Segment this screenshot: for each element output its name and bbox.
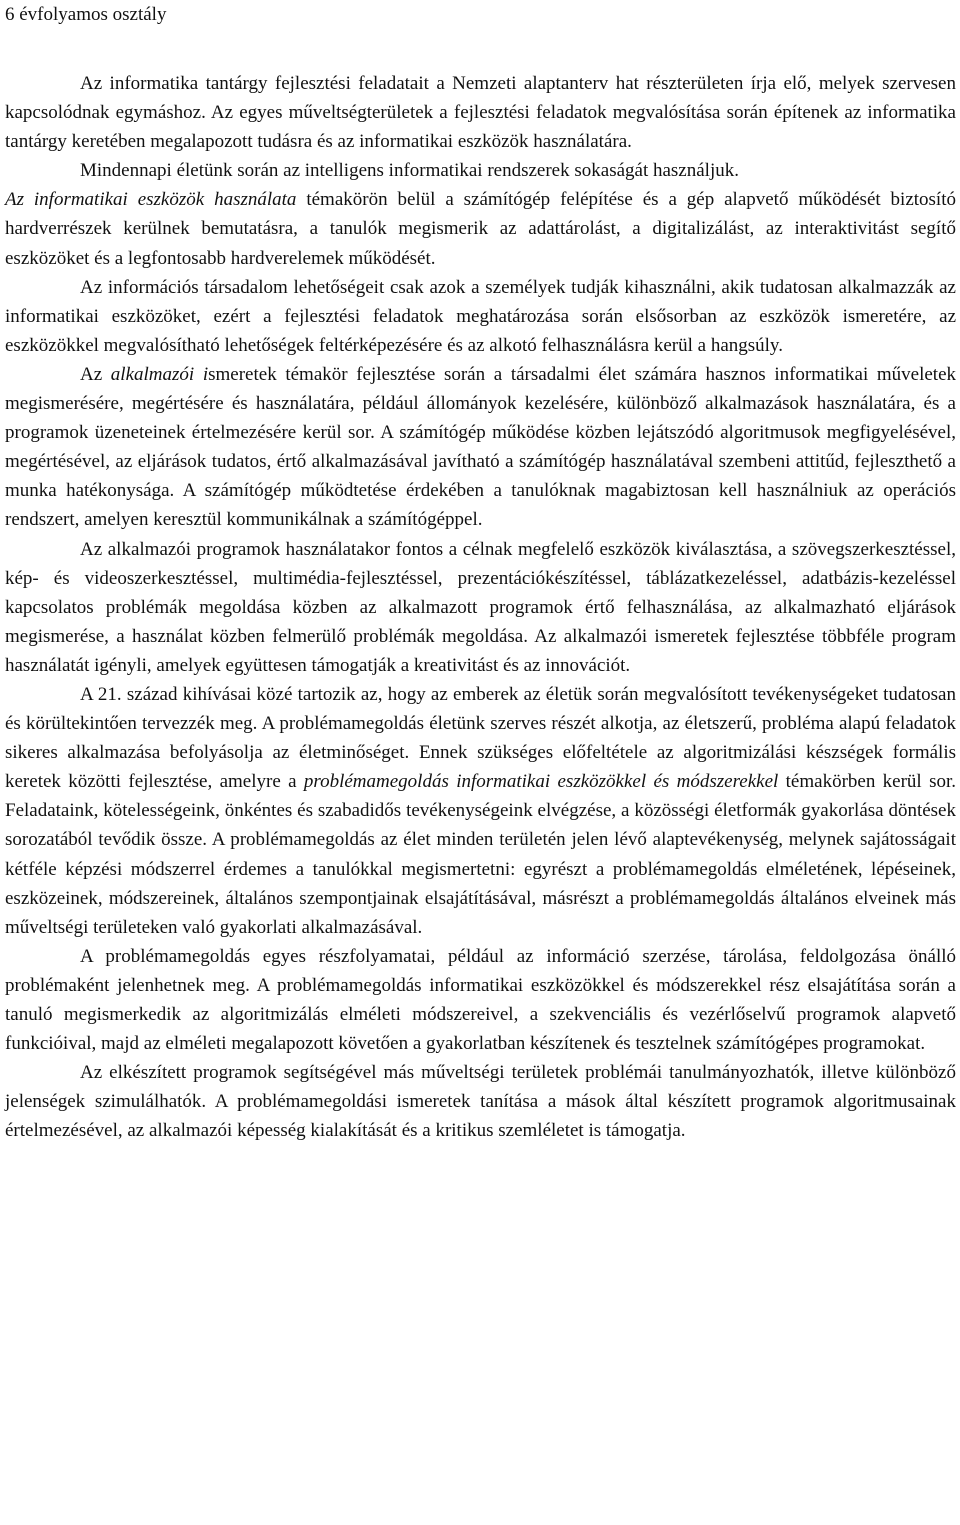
document-body bbox=[5, 69, 956, 1145]
paragraph-5-text: smeretek témakör fejlesztése során a társadalmi élet számára hasznos informatikai műveletek megismerésére, megértésére és használatára, például állományok kezelésére, különböző alkalmazások használatára, és a programok üzeneteinek értelmezésére kerül sor. A számítógép működése közben lejátszódó algoritmusok megfigyelésével, megértésével, az eljárások tudatos, értő alkalmazásával javítható a számítógép használatával szembeni attitűd, fejleszthető a munka hatékonysága. A számítógép működtetése érdekében a tanulóknak magabiztosan kell használniuk az operációs rendszert, amelyen keresztül kommunikálnak a számítógéppel. bbox=[5, 363, 957, 531]
paragraph-3-italic: Az informatikai eszközök használata bbox=[5, 189, 297, 211]
paragraph-1: Az informatika tantárgy fejlesztési feladatait a Nemzeti alaptanterv hat részterületen írja elő, melyek szervesen kapcsolódnak egymáshoz. Az egyes műveltségterületek a fejlesztési feladatok megvalósítása során építenek az informatika tantárgy keretében megalapozott tudásra és az informatikai eszközök használatára. bbox=[5, 73, 956, 153]
paragraph-7-start: A 21. század kihívásai közé tartozik az, hogy az emberek az életük során megvalósított tevékenységeket tudatosan és körültekintően tervezzék meg. A problémamegoldás életünk szerves részét alkotja, az életszerű, probléma alapú feladatok sikeres alkalmazása befolyásolja az életminőséget. Ennek szükséges előfeltétele az algoritmizálási készségek formális keretek közötti fejlesztése, amelyre a bbox=[5, 683, 956, 793]
paragraph-7-text: témakörben kerül sor. Feladataink, kötelességeink, önkéntes és szabadidős tevékenységeink elvégzése, a közösségi életformák gyakorlása döntések sorozatából tevődik össze. A problémamegoldás az élet minden területén jelen lévő alaptevékenység, melynek sajátosságait kétféle képzési módszerrel érdemes a tanulókkal megismertetni: egyrészt a problémamegoldás elméletének, lépéseinek, eszközeinek, módszereinek, általános szempontjainak elsajátításával, másrészt a problémamegoldás általános elveinek más műveltségi területeken való gyakorlati alkalmazásával. bbox=[5, 771, 956, 938]
paragraph-4: Az információs társadalom lehetőségeit csak azok a személyek tudják kihasználni, akik tudatosan alkalmazzák az informatikai eszközöket, ezért a fejlesztési feladatok meghatározása során elsősorban az eszközök ismeretére, az eszközökkel megvalósítható lehetőségek feltérképezésére és az alkotó felhasználásra kerül a hangsúly. bbox=[5, 276, 956, 356]
page-header: 6 évfolyamos osztály bbox=[5, 4, 167, 25]
paragraph-5-start: Az bbox=[80, 363, 111, 385]
paragraph-3-text: témakörön belül a számítógép felépítése és a gép alapvető működését biztosító hardverrészek kerülnek bemutatásra, a tanulók megismerik az adattárolást, a digitalizálást, az interaktivitást segítő eszközöket és a legfontosabb hardverelemek működését. bbox=[5, 189, 956, 269]
paragraph-2: Mindennapi életünk során az intelligens informatikai rendszerek sokaságát használjuk. bbox=[80, 160, 739, 182]
paragraph-8: A problémamegoldás egyes részfolyamatai, például az információ szerzése, tárolása, feldolgozása önálló problémaként jelenhetnek meg. A problémamegoldás informatikai eszközökkel és módszerekkel rész elsajátítása során a tanuló megismerkedik az algoritmizálás elméleti módszereivel, a szekvenciális és vezérlőselvű programok alapvető funkcióival, majd az elméleti megalapozott követően a gyakorlatban készítenek és tesztelnek számítógépes programokat. bbox=[5, 945, 956, 1055]
paragraph-5 bbox=[5, 360, 956, 535]
paragraph-7-italic: problémamegoldás informatikai eszközökkel és módszerekkel bbox=[303, 771, 779, 793]
paragraph-9: Az elkészített programok segítségével más műveltségi területek problémái tanulmányozhatók, illetve különböző jelenségek szimulálhatók. A problémamegoldási ismeretek tanítása a mások által készített programok algoritmusainak értelmezésével, az alkalmazói képesség kialakítását és a kritikus szemléletet is támogatja. bbox=[5, 1062, 956, 1142]
paragraph-7 bbox=[5, 680, 956, 942]
paragraph-6: Az alkalmazói programok használatakor fontos a célnak megfelelő eszközök kiválasztása, a szövegszerkesztéssel, kép- és videoszerkesztéssel, multimédia-fejlesztéssel, prezentációkészítéssel, táblázatkezeléssel, adatbázis-kezeléssel kapcsolatos problémák megoldása közben az alkalmazott programok értő felhasználása, az alkalmazható eljárások megismerése, a használat közben felmerülő problémák megoldása. Az alkalmazói ismeretek fejlesztése többféle program használatát igényli, amelyek együttesen támogatják a kreativitást és az innovációt. bbox=[5, 538, 956, 676]
paragraph-5-italic: alkalmazói i bbox=[110, 363, 209, 385]
paragraph-3 bbox=[5, 185, 956, 272]
